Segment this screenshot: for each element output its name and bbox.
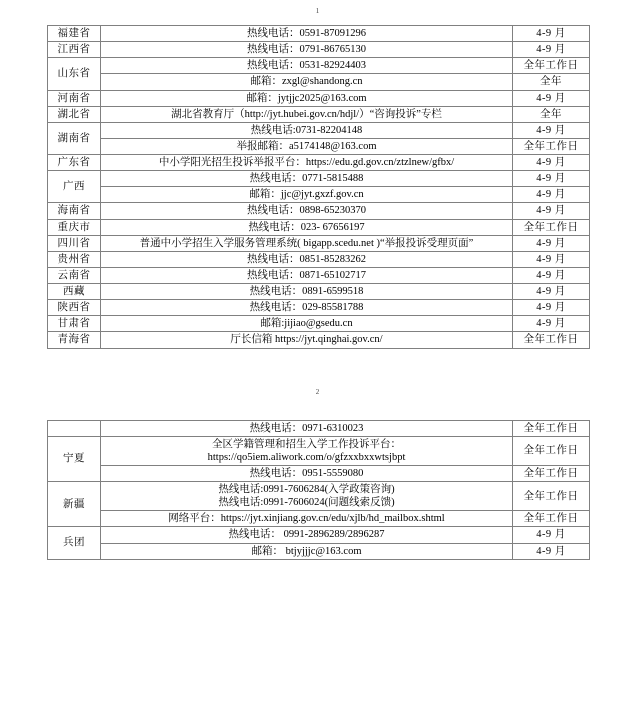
contact-info-cell: [101, 316, 513, 332]
contact-info-line: 湖北省教育厅（http://jyt.hubei.gov.cn/hdjl/）“咨询投诉”专栏: [171, 108, 442, 120]
contact-info-line: 网络平台：https://jyt.xinjiang.gov.cn/edu/xjlb/hd_mailbox.shtml: [168, 513, 445, 525]
table-row: [48, 90, 590, 106]
province-contact-table-page2-wrapper: [0, 396, 635, 560]
service-period-cell: 全年工作日: [513, 482, 590, 511]
table-row: [48, 155, 590, 171]
service-period-cell: 4-9 月: [513, 267, 590, 283]
contact-info-line: 邮箱：jjc@jyt.gxzf.gov.cn: [249, 189, 364, 201]
service-period-cell: 4-9 月: [513, 284, 590, 300]
table-row: [48, 74, 590, 90]
service-period-cell: 4-9 月: [513, 543, 590, 559]
service-period-cell: 4-9 月: [513, 171, 590, 187]
contact-info-cell: [101, 332, 513, 348]
contact-info-cell: [101, 527, 513, 543]
contact-info-line: 热线电话：0951-5559080: [249, 467, 364, 479]
contact-info-cell: [101, 187, 513, 203]
contact-info-line: https://qo5iem.aliwork.com/o/gfzxxbxxwtsjbpt: [207, 451, 406, 463]
province-cell: 宁夏: [48, 436, 101, 481]
table-row: [48, 543, 590, 559]
page-number-2: 2: [315, 387, 320, 396]
province-contact-table-page1-wrapper: [0, 15, 635, 349]
contact-info-line: 邮箱:jijiao@gsedu.cn: [260, 318, 353, 330]
table-row: [48, 284, 590, 300]
service-period-cell: 4-9 月: [513, 203, 590, 219]
contact-info-cell: [101, 511, 513, 527]
table-row: [48, 316, 590, 332]
province-cell: [48, 420, 101, 436]
service-period-cell: 全年工作日: [513, 511, 590, 527]
table-row: [48, 332, 590, 348]
province-contact-table-page2: [47, 420, 590, 560]
province-cell: 湖南省: [48, 122, 101, 154]
province-cell: 重庆市: [48, 219, 101, 235]
service-period-cell: 4-9 月: [513, 187, 590, 203]
contact-info-cell: [101, 267, 513, 283]
table-row: [48, 436, 590, 465]
contact-info-line: 热线电话：0898-65230370: [247, 205, 366, 217]
service-period-cell: 全年工作日: [513, 219, 590, 235]
contact-info-cell: [101, 436, 513, 465]
province-contact-table-page1: [47, 25, 590, 349]
contact-info-cell: [101, 543, 513, 559]
province-cell: 广东省: [48, 155, 101, 171]
table-row: [48, 187, 590, 203]
contact-info-line: 热线电话：0891-6599518: [249, 286, 364, 297]
contact-info-line: 热线电话:0991-7606284(入学政策咨询): [218, 484, 395, 495]
table-row: [48, 122, 590, 138]
province-cell: 山东省: [48, 58, 101, 90]
table-row: [48, 527, 590, 543]
contact-info-line: 全区学籍管理和招生入学工作投诉平台：: [212, 438, 401, 450]
table-row: [48, 482, 590, 511]
province-cell: 广西: [48, 171, 101, 203]
contact-info-line: 中小学阳光招生投诉举报平台：https://edu.gd.gov.cn/ztzlnew/gfbx/: [158, 157, 455, 168]
contact-info-line: 普通中小学招生入学服务管理系统( bigapp.scedu.net )“举报投诉受理页面”: [139, 237, 474, 249]
contact-info-cell: [101, 235, 513, 251]
contact-info-line: 热线电话：0971-6310023: [249, 422, 364, 434]
contact-info-cell: [101, 203, 513, 219]
service-period-cell: 全年: [513, 106, 590, 122]
table-row: [48, 219, 590, 235]
contact-info-cell: [101, 90, 513, 106]
contact-info-cell: [101, 42, 513, 58]
contact-info-cell: [101, 284, 513, 300]
contact-info-line: 热线电话:0991-7606024(问题线索反馈): [218, 497, 395, 509]
table-row: [48, 106, 590, 122]
service-period-cell: 4-9 月: [513, 26, 590, 42]
province-cell: 云南省: [48, 267, 101, 283]
contact-info-line: 邮箱： btjyjjjc@163.com: [251, 545, 362, 557]
province-cell: 青海省: [48, 332, 101, 348]
service-period-cell: 4-9 月: [513, 527, 590, 543]
contact-info-line: 热线电话：0531-82924403: [247, 60, 366, 72]
contact-info-line: 热线电话： 0991-2896289/2896287: [228, 529, 385, 541]
contact-info-cell: [101, 58, 513, 74]
service-period-cell: 4-9 月: [513, 122, 590, 138]
contact-info-cell: [101, 420, 513, 436]
contact-info-cell: [101, 122, 513, 138]
table-row: [48, 251, 590, 267]
contact-info-cell: [101, 26, 513, 42]
table-row: [48, 26, 590, 42]
table-row: [48, 138, 590, 154]
service-period-cell: 4-9 月: [513, 42, 590, 58]
table-row: [48, 420, 590, 436]
contact-info-cell: [101, 251, 513, 267]
service-period-cell: 4-9 月: [513, 235, 590, 251]
service-period-cell: 全年工作日: [513, 465, 590, 481]
contact-info-line: 邮箱：zxgl@shandong.cn: [250, 76, 363, 88]
service-period-cell: 全年工作日: [513, 58, 590, 74]
contact-info-cell: [101, 138, 513, 154]
contact-info-line: 热线电话：0851-85283262: [247, 253, 366, 265]
table-row: [48, 300, 590, 316]
contact-info-cell: [101, 74, 513, 90]
table-row: [48, 511, 590, 527]
table-row: [48, 58, 590, 74]
province-cell: 贵州省: [48, 251, 101, 267]
page-number-1: 1: [315, 7, 320, 15]
province-cell: 江西省: [48, 42, 101, 58]
contact-info-cell: [101, 155, 513, 171]
province-cell: 陕西省: [48, 300, 101, 316]
table-row: [48, 203, 590, 219]
service-period-cell: 全年工作日: [513, 436, 590, 465]
province-cell: 河南省: [48, 90, 101, 106]
table-row: [48, 267, 590, 283]
contact-info-line: 热线电话：0871-65102717: [247, 269, 366, 281]
table-row: [48, 465, 590, 481]
service-period-cell: 4-9 月: [513, 155, 590, 171]
contact-info-line: 热线电话：023- 67656197: [248, 221, 365, 233]
service-period-cell: 4-9 月: [513, 90, 590, 106]
contact-info-line: 热线电话：0591-87091296: [247, 28, 366, 39]
contact-info-line: 热线电话:0731-82204148: [250, 124, 363, 136]
province-cell: 西藏: [48, 284, 101, 300]
service-period-cell: 全年工作日: [513, 332, 590, 348]
province-cell: 湖北省: [48, 106, 101, 122]
contact-info-cell: [101, 106, 513, 122]
service-period-cell: 4-9 月: [513, 251, 590, 267]
contact-info-line: 热线电话：0771-5815488: [249, 173, 364, 185]
service-period-cell: 全年工作日: [513, 138, 590, 154]
service-period-cell: 全年: [513, 74, 590, 90]
table-row: [48, 235, 590, 251]
province-cell: 兵团: [48, 527, 101, 559]
service-period-cell: 4-9 月: [513, 316, 590, 332]
contact-info-cell: [101, 465, 513, 481]
province-cell: 四川省: [48, 235, 101, 251]
table-row: [48, 171, 590, 187]
contact-info-line: 热线电话：0791-86765130: [247, 44, 366, 56]
contact-info-line: 热线电话：029-85581788: [249, 302, 364, 314]
province-cell: 甘肃省: [48, 316, 101, 332]
service-period-cell: 4-9 月: [513, 300, 590, 316]
table-row: [48, 42, 590, 58]
contact-info-cell: [101, 300, 513, 316]
contact-info-cell: [101, 482, 513, 511]
contact-info-line: 邮箱：jytjjc2025@163.com: [246, 92, 367, 104]
contact-info-line: 举报邮箱：a5174148@163.com: [236, 140, 377, 152]
contact-info-line: 厅长信箱 https://jyt.qinghai.gov.cn/: [230, 334, 383, 346]
province-cell: 海南省: [48, 203, 101, 219]
service-period-cell: 全年工作日: [513, 420, 590, 436]
contact-info-cell: [101, 219, 513, 235]
contact-info-cell: [101, 171, 513, 187]
page-break-gap: [0, 349, 635, 389]
province-cell: 新疆: [48, 482, 101, 527]
province-cell: 福建省: [48, 26, 101, 42]
